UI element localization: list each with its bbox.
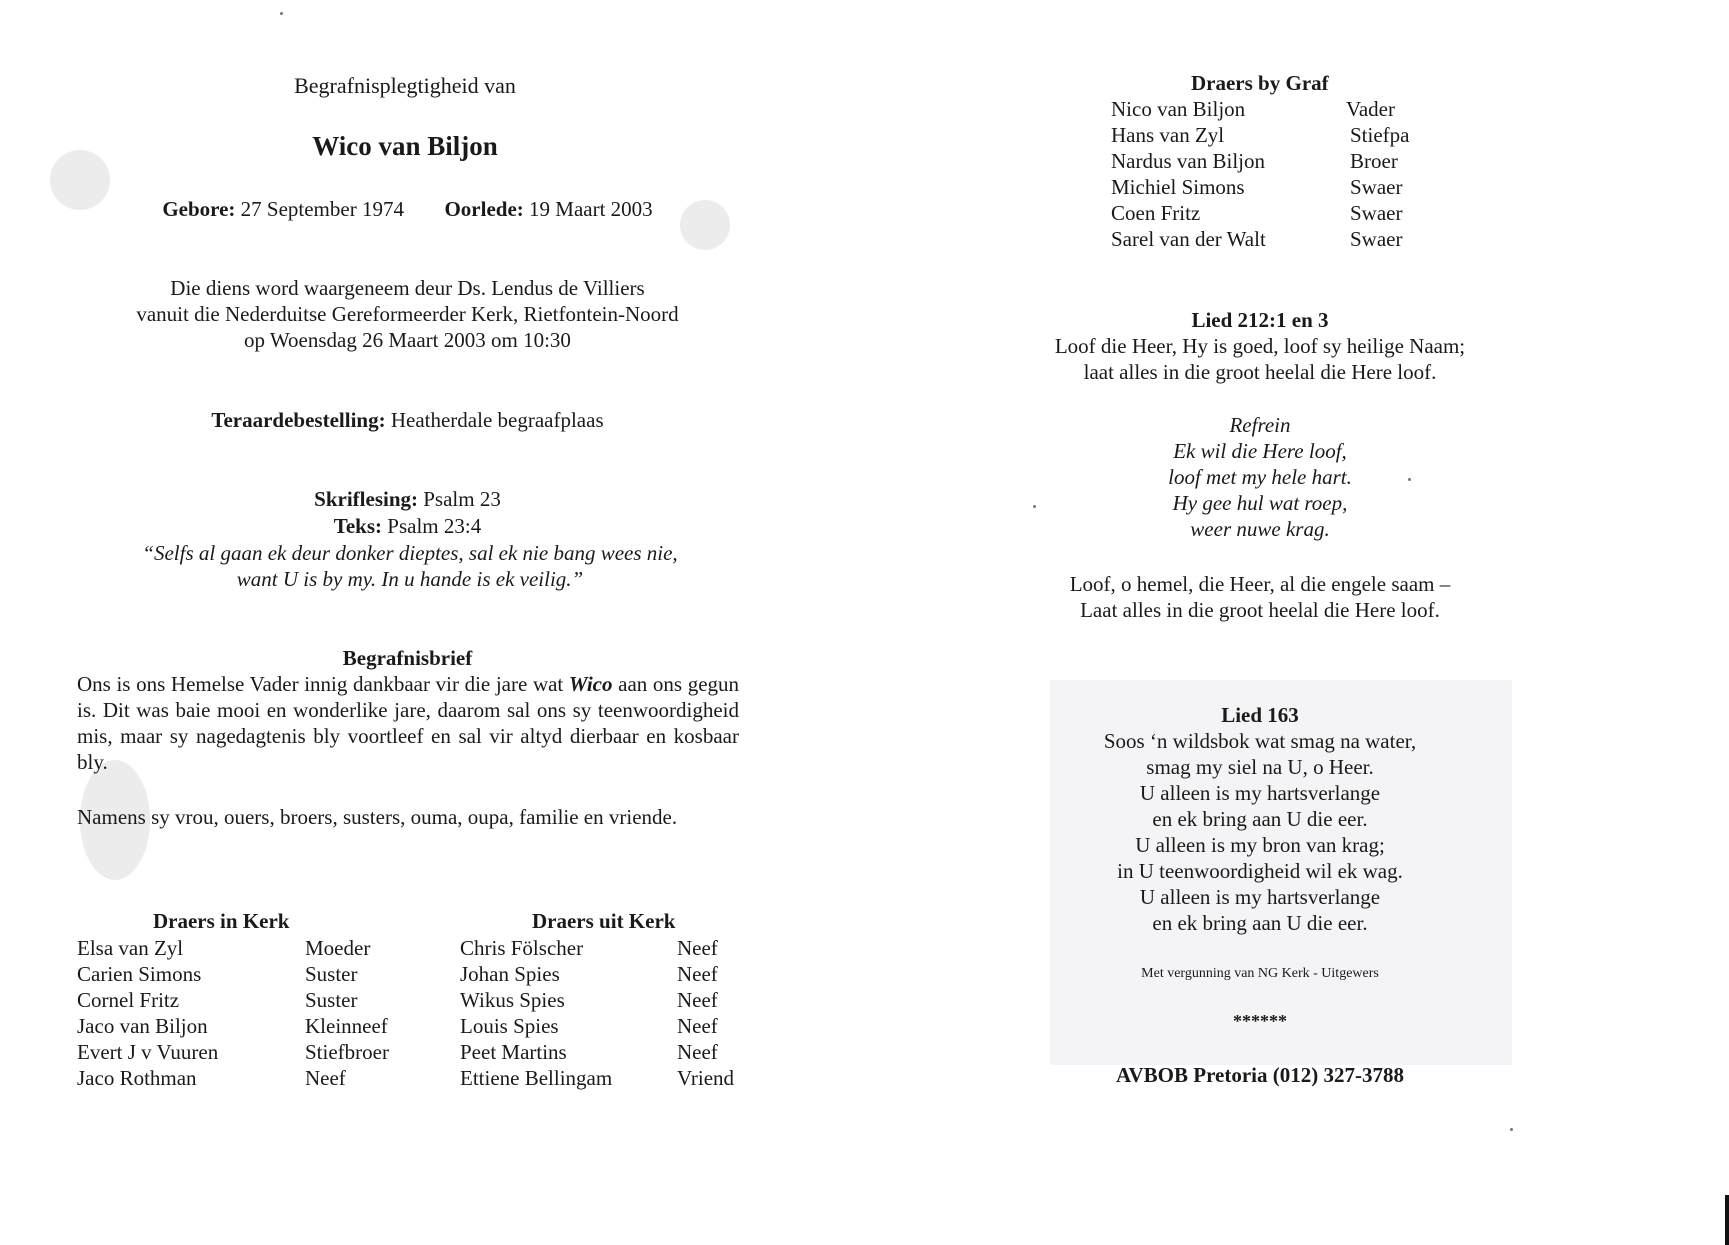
- letter-name: Wico: [568, 672, 613, 696]
- scan-edge-mark: [1725, 1195, 1729, 1245]
- bearer-relation: Stiefpa: [1350, 123, 1410, 147]
- bearer-name: Carien Simons: [77, 962, 202, 986]
- died-date: 19 Maart 2003: [529, 197, 653, 221]
- hymn-line: U alleen is my hartsverlange: [1139, 885, 1381, 909]
- grave-bearers-heading: Draers by Graf: [1191, 71, 1329, 95]
- hymn2-heading: Lied 163: [1221, 703, 1299, 727]
- letter-rest: aan ons gegun is. Dit was baie mooi en wonderlike jare, daarom sal ons sy teenwoordigheid mis, maar sy nagedagtenis bly voortleef en sal vir altyd dierbaar en kosbaar bly.: [77, 672, 740, 774]
- service-heading: Begrafnisplegtigheid van: [294, 73, 516, 98]
- bearer-relation: Swaer: [1350, 201, 1403, 225]
- letter-body: [77, 671, 739, 775]
- text-label: Teks:: [333, 514, 383, 538]
- hymn-line: U alleen is my hartsverlange: [1139, 781, 1381, 805]
- scan-speck: [1510, 1128, 1513, 1131]
- born-label: Gebore:: [162, 197, 236, 221]
- refrain-line: weer nuwe krag.: [1190, 517, 1330, 541]
- bearer-name: Nico van Biljon: [1111, 97, 1246, 121]
- bearer-name: Elsa van Zyl: [77, 936, 184, 960]
- hymn-line: en ek bring aan U die eer.: [1152, 911, 1368, 935]
- bearer-name: Nardus van Biljon: [1111, 149, 1265, 173]
- died-label: Oorlede:: [444, 197, 524, 221]
- bearer-name: Wikus Spies: [460, 988, 565, 1012]
- bearer-relation: Neef: [677, 1040, 718, 1064]
- service-line: vanuit die Nederduitse Gereformeerder Kerk, Rietfontein-Noord: [136, 302, 679, 326]
- left-page: [0, 0, 840, 1245]
- service-line: Die diens word waargeneem deur Ds. Lendus de Villiers: [170, 276, 645, 300]
- bearer-relation: Kleinneef: [305, 1014, 388, 1038]
- hymn1-heading: Lied 212:1 en 3: [1191, 308, 1329, 332]
- separator-stars: ******: [1233, 1011, 1287, 1031]
- quote-line: “Selfs al gaan ek deur donker dieptes, sal ek nie bang wees nie,: [142, 541, 678, 565]
- bearer-relation: Neef: [677, 988, 718, 1012]
- text-line: [0, 513, 840, 539]
- bearer-name: Sarel van der Walt: [1111, 227, 1266, 251]
- letter-signoff: Namens sy vrou, ouers, broers, susters, ouma, oupa, familie en vriende.: [77, 805, 678, 829]
- bearer-name: Michiel Simons: [1111, 175, 1245, 199]
- bearer-relation: Swaer: [1350, 227, 1403, 251]
- bearer-relation: Neef: [677, 962, 718, 986]
- reading-line: [0, 486, 840, 512]
- dates-line: [0, 196, 840, 222]
- bearer-relation: Moeder: [305, 936, 371, 960]
- bearer-name: Jaco Rothman: [77, 1066, 197, 1090]
- scan-speck: [1408, 478, 1411, 481]
- scan-speck: [280, 12, 283, 15]
- bearer-name: Jaco van Biljon: [77, 1014, 208, 1038]
- bearer-name: Coen Fritz: [1111, 201, 1201, 225]
- burial-value: Heatherdale begraafplaas: [390, 408, 604, 432]
- hymn-line: U alleen is my bron van krag;: [1135, 833, 1385, 857]
- hymn-line: Laat alles in die groot heelal die Here loof.: [1080, 598, 1440, 622]
- funeral-home: AVBOB Pretoria (012) 327-3788: [1116, 1063, 1404, 1087]
- bearer-relation: Neef: [677, 936, 718, 960]
- letter-heading: Begrafnisbrief: [342, 646, 473, 670]
- bearer-name: Peet Martins: [460, 1040, 567, 1064]
- hymn-line: Loof die Heer, Hy is goed, loof sy heilige Naam;: [1054, 334, 1466, 358]
- text-value: Psalm 23:4: [387, 514, 482, 538]
- hymn-line: laat alles in die groot heelal die Here loof.: [1083, 360, 1437, 384]
- bearer-name: Evert J v Vuuren: [77, 1040, 219, 1064]
- bearer-relation: Neef: [305, 1066, 346, 1090]
- born-date: 27 September 1974: [240, 197, 404, 221]
- refrain-line: Hy gee hul wat roep,: [1172, 491, 1348, 515]
- hymn-line: smag my siel na U, o Heer.: [1146, 755, 1374, 779]
- reading-value: Psalm 23: [423, 487, 501, 511]
- bearer-name: Johan Spies: [460, 962, 560, 986]
- refrain-line: loof met my hele hart.: [1168, 465, 1352, 489]
- refrain-heading: Refrein: [1229, 413, 1291, 437]
- bearer-relation: Suster: [305, 988, 358, 1012]
- bearer-name: Cornel Fritz: [77, 988, 180, 1012]
- bearers-out-heading: Draers uit Kerk: [532, 909, 676, 933]
- letter-intro: Ons is ons Hemelse Vader innig dankbaar vir die jare wat: [77, 672, 564, 696]
- bearer-relation: Neef: [677, 1014, 718, 1038]
- bearer-relation: Broer: [1350, 149, 1398, 173]
- service-line: op Woensdag 26 Maart 2003 om 10:30: [244, 328, 571, 352]
- quote-line: want U is by my. In u hande is ek veilig.”: [236, 567, 584, 591]
- bearer-relation: Vriend: [677, 1066, 735, 1090]
- permission-note: Met vergunning van NG Kerk - Uitgewers: [1141, 966, 1379, 981]
- bearers-church-heading: Draers in Kerk: [153, 909, 290, 933]
- hymn-line: Soos ‘n wildsbok wat smag na water,: [1103, 729, 1417, 753]
- bearer-name: Ettiene Bellingam: [460, 1066, 613, 1090]
- bearer-relation: Swaer: [1350, 175, 1403, 199]
- refrain-line: Ek wil die Here loof,: [1173, 439, 1347, 463]
- bearer-relation: Vader: [1346, 97, 1395, 121]
- bearer-name: Chris Fölscher: [460, 936, 584, 960]
- deceased-name: Wico van Biljon: [312, 131, 498, 161]
- bearer-name: Louis Spies: [460, 1014, 559, 1038]
- hymn-line: Loof, o hemel, die Heer, al die engele saam –: [1069, 572, 1451, 596]
- burial-label: Teraardebestelling:: [211, 408, 386, 432]
- burial-line: [0, 407, 840, 433]
- hymn-line: en ek bring aan U die eer.: [1152, 807, 1368, 831]
- bearer-name: Hans van Zyl: [1111, 123, 1225, 147]
- reading-label: Skriflesing:: [314, 487, 418, 511]
- hymn-line: in U teenwoordigheid wil ek wag.: [1117, 859, 1403, 883]
- bearer-relation: Suster: [305, 962, 358, 986]
- scan-speck: [1033, 505, 1036, 508]
- bearer-relation: Stiefbroer: [305, 1040, 389, 1064]
